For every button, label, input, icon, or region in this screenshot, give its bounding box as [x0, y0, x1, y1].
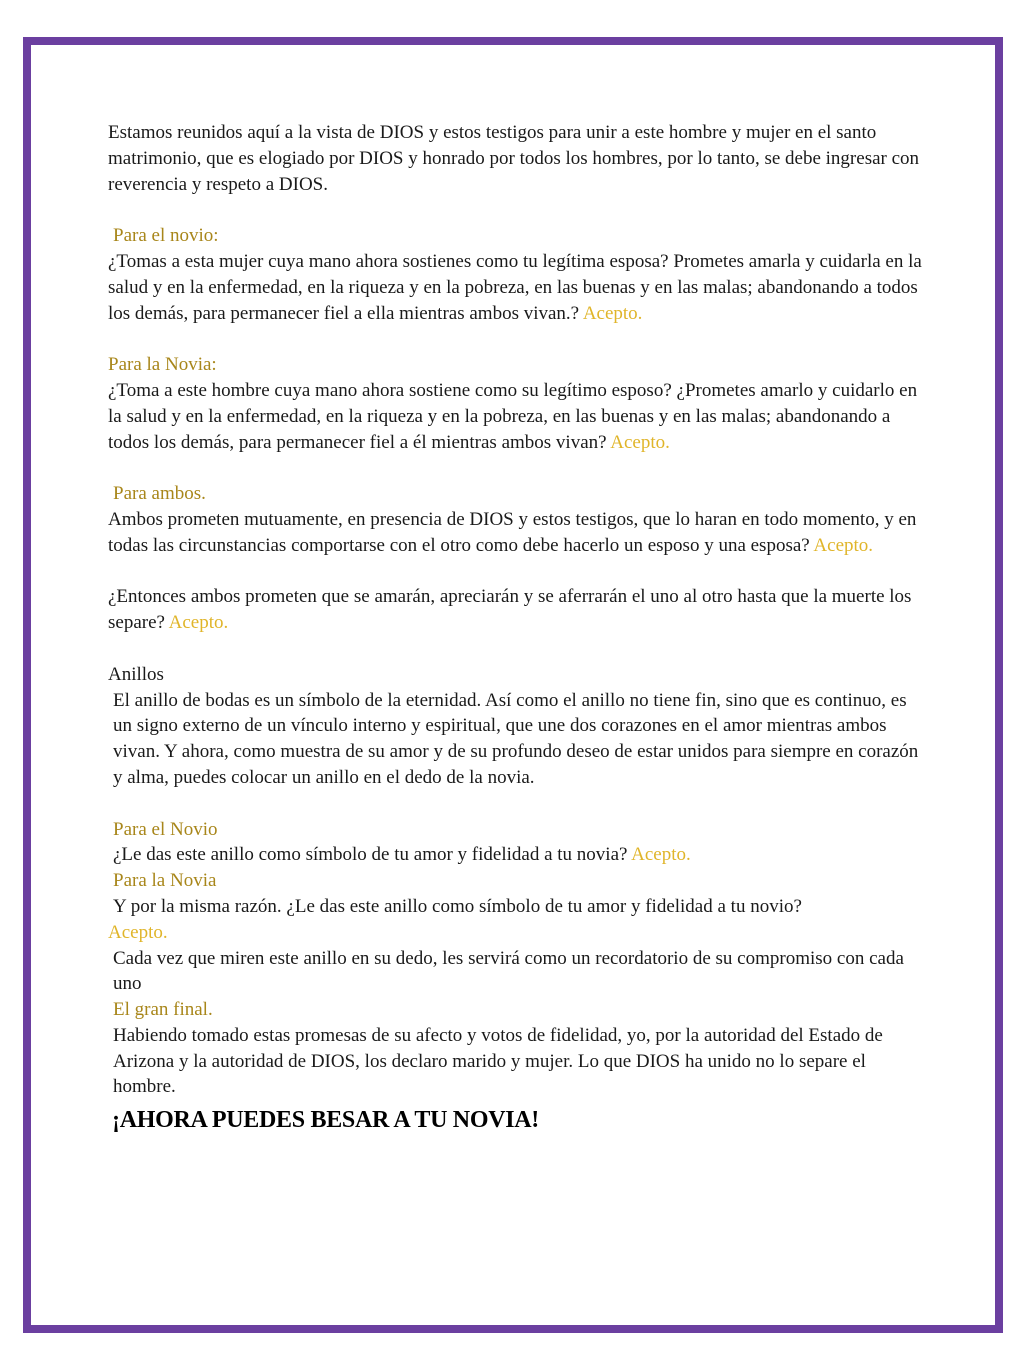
anillo-novia-question: Y por la misma razón. ¿Le das este anillo como símbolo de tu amor y fidelidad a tu novio? — [113, 895, 802, 917]
gran-final-paragraph: Habiendo tomado estas promesas de su afecto y votos de fidelidad, yo, por la autoridad del Estado de Arizona y la autoridad de DIOS, los declaro marido y mujer. Lo que DIOS ha unido no lo separe el hombre. — [113, 1024, 883, 1098]
anillo-novio-text: ¿Le das este anillo como símbolo de tu amor y fidelidad a tu novia? — [113, 844, 632, 866]
intro-paragraph: Estamos reunidos aquí a la vista de DIOS y estos testigos para unir a este hombre y mujer en el santo matrimonio, que es elogiado por DIOS y honrado por todos los hombres, por lo tanto, se debe ingresar con reverencia y respeto a DIOS. — [108, 122, 920, 195]
anillos-heading: Anillos — [108, 663, 164, 685]
entonces-vow-text: ¿Entonces ambos prometen que se amarán, apreciarán y se aferrarán el uno al otro hasta que la muerte los separe? — [108, 586, 912, 634]
novia-answer: Acepto. — [610, 431, 670, 453]
novia-vow — [108, 378, 928, 455]
recordatorio-paragraph: Cada vez que miren este anillo en su dedo, les servirá como un recordatorio de su compromiso con cada uno — [113, 947, 904, 995]
novio-vow — [108, 249, 928, 326]
ambos-heading: Para ambos. — [113, 483, 206, 505]
ambos-answer: Acepto. — [813, 534, 874, 556]
anillo-novia-heading: Para la Novia — [113, 870, 217, 892]
entonces-answer: Acepto. — [168, 612, 229, 634]
anillo-novia-answer: Acepto. — [108, 921, 168, 943]
anillo-novio-heading: Para el Novio — [113, 818, 218, 840]
novia-heading: Para la Novia: — [108, 354, 217, 376]
anillos-paragraph: El anillo de bodas es un símbolo de la eternidad. Así como el anillo no tiene fin, sino que es continuo, es un signo externo de un vínculo interno y espiritual, que une dos corazones en el amor mientras ambos vivan. Y ahora, como muestra de su amor y de su profundo deseo de estar unidos para siempre en corazón y alma, puedes colocar un anillo en el dedo de la novia. — [113, 689, 919, 788]
ceremony-script — [108, 120, 928, 1136]
novio-vow-text: ¿Tomas a esta mujer cuya mano ahora sostienes como tu legítima esposa? Prometes amarla y cuidarla en la salud y en la enfermedad, en la riqueza y en la pobreza, en las buenas y en las malas; abandonando a todos los demás, para permanecer fiel a ella mientras ambos vivan.? — [108, 250, 922, 324]
ambos-vow — [108, 507, 928, 559]
entonces-vow — [108, 584, 928, 636]
closing-proclamation: ¡AHORA PUEDES BESAR A TU NOVIA! — [112, 1107, 540, 1134]
novia-vow-text: ¿Toma a este hombre cuya mano ahora sostiene como su legítimo esposo? ¿Prometes amarlo y cuidarlo en la salud y en la enfermedad, en la riqueza y en la pobreza, en las buenas y en las malas; abandonando a todos los demás, para permanecer fiel a él mientras ambos vivan? — [108, 379, 918, 453]
ambos-vow-text: Ambos prometen mutuamente, en presencia de DIOS y estos testigos, que lo haran en todo momento, y en todas las circunstancias comportarse con el otro como debe hacerlo un esposo y una esposa? — [108, 508, 917, 556]
novio-heading: Para el novio: — [113, 225, 219, 247]
anillo-novio-answer: Acepto. — [631, 844, 691, 866]
anillo-novio-question — [108, 842, 928, 868]
novio-answer: Acepto. — [582, 302, 643, 324]
gran-final-heading: El gran final. — [113, 999, 213, 1021]
